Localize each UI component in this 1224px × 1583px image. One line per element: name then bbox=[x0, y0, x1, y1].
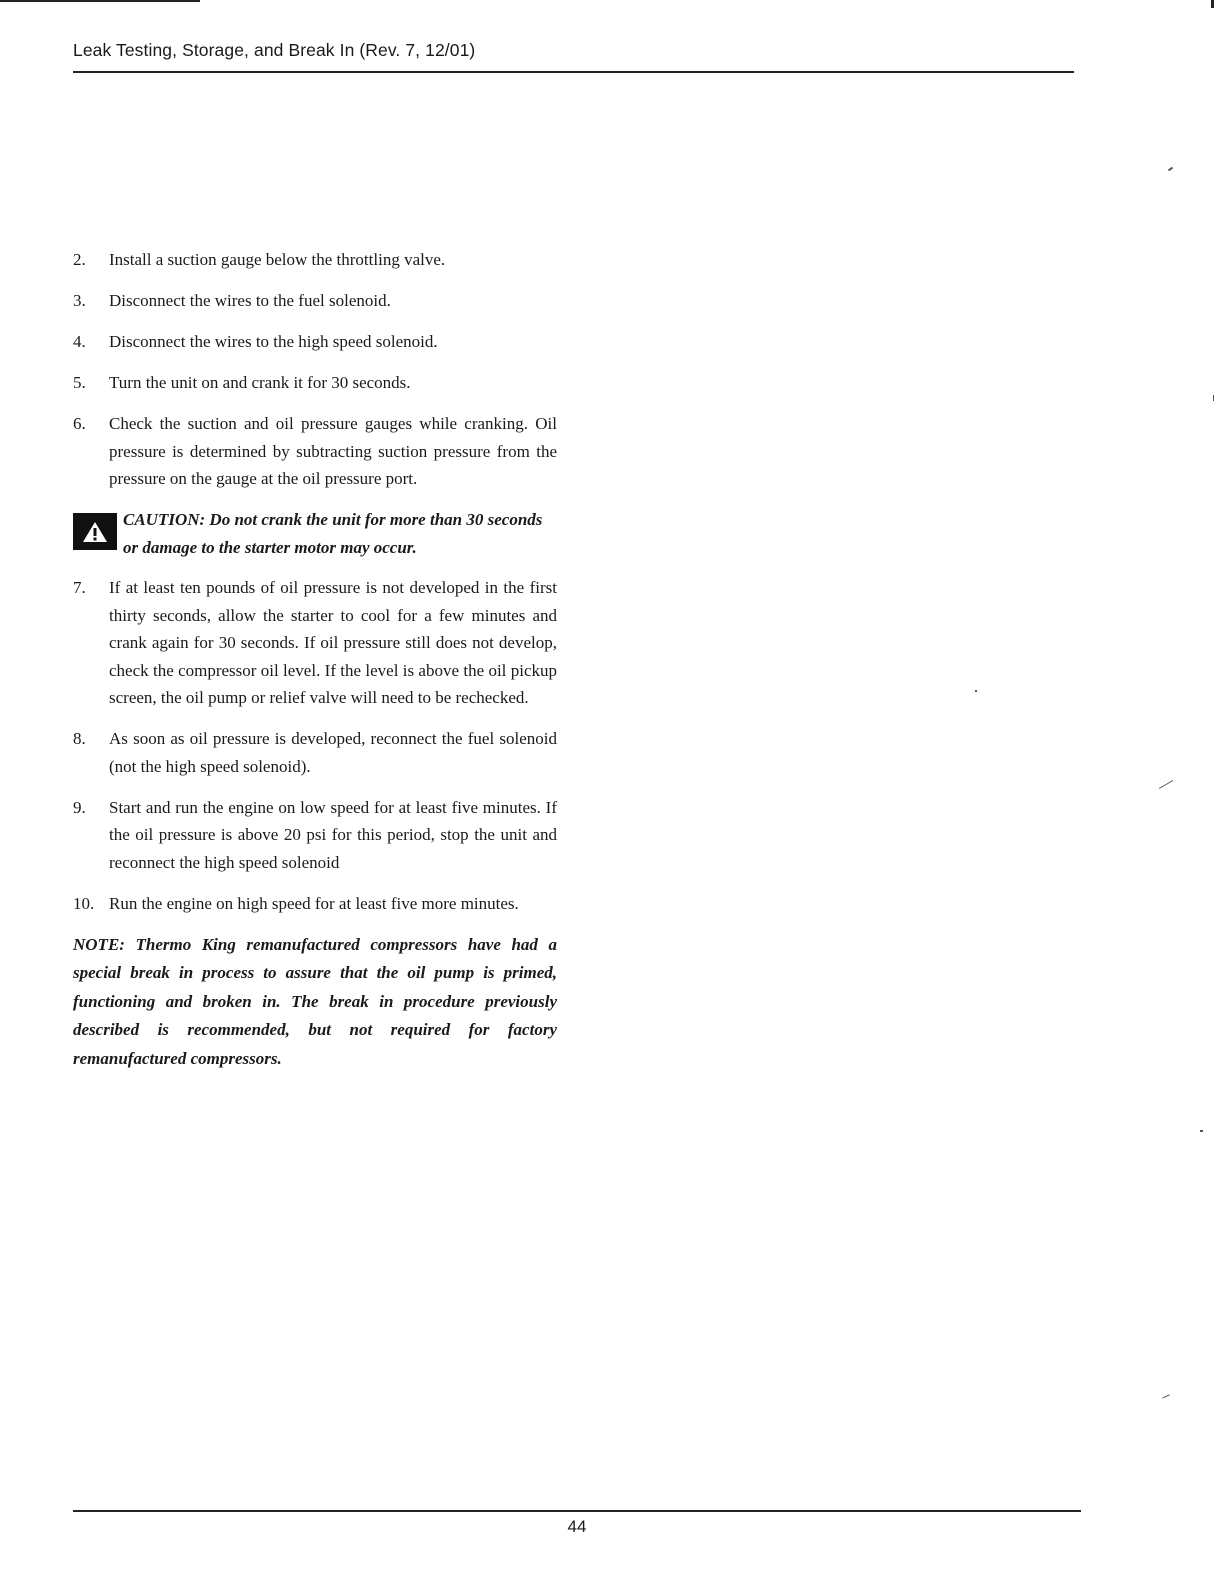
step-number: 8. bbox=[73, 729, 86, 748]
page-header-title: Leak Testing, Storage, and Break In (Rev. 7, 12/01) bbox=[73, 40, 476, 60]
step-3 bbox=[73, 287, 557, 315]
step-number: 7. bbox=[73, 578, 86, 597]
scan-edge-top bbox=[0, 0, 200, 2]
step-6 bbox=[73, 410, 557, 493]
step-9 bbox=[73, 794, 557, 877]
page-content bbox=[73, 246, 557, 1073]
step-text: Check the suction and oil pressure gauges while cranking. Oil pressure is determined by subtracting suction pressure from the pressure on the gauge at the oil pressure port. bbox=[109, 414, 557, 488]
step-8 bbox=[73, 725, 557, 780]
caution-text: CAUTION: Do not crank the unit for more than 30 seconds or damage to the starter motor may occur. bbox=[123, 510, 543, 557]
warning-triangle-icon bbox=[73, 513, 117, 550]
step-number: 10. bbox=[73, 893, 95, 913]
step-2 bbox=[73, 246, 557, 274]
step-number: 6. bbox=[73, 414, 86, 433]
step-text: Run the engine on high speed for at least five more minutes. bbox=[109, 893, 519, 913]
step-text: Start and run the engine on low speed for at least five minutes. If the oil pressure is above 20 psi for this period, stop the unit and reconnect the high speed solenoid bbox=[109, 797, 557, 872]
step-10 bbox=[73, 890, 557, 918]
step-text: If at least ten pounds of oil pressure is not developed in the first thirty seconds, allow the starter to cool for a few minutes and crank again for 30 seconds. If oil pressure still does not develop, check the compressor oil level. If the level is above the oil pickup screen, the oil pump or relief valve will need to be rechecked. bbox=[109, 578, 557, 707]
footer-rule bbox=[73, 1510, 1081, 1512]
step-7 bbox=[73, 574, 557, 712]
step-text: Turn the unit on and crank it for 30 seconds. bbox=[109, 373, 411, 392]
scan-speck bbox=[1159, 780, 1173, 789]
step-text: Disconnect the wires to the high speed solenoid. bbox=[109, 332, 438, 351]
scan-speck bbox=[1213, 395, 1214, 401]
scan-speck bbox=[1162, 1394, 1170, 1398]
step-4 bbox=[73, 328, 557, 356]
scan-edge-right bbox=[1211, 0, 1214, 8]
step-number: 9. bbox=[73, 797, 86, 817]
scan-speck bbox=[1168, 167, 1173, 172]
step-number: 3. bbox=[73, 291, 86, 310]
note-paragraph: NOTE: Thermo King remanufactured compressors have had a special break in process to assure that the oil pump is primed, functioning and broken in. The break in procedure previously described is recommended, but not required for factory remanufactured compressors. bbox=[73, 934, 557, 1068]
step-text: As soon as oil pressure is developed, reconnect the fuel solenoid (not the high speed solenoid). bbox=[109, 729, 557, 776]
step-text: Disconnect the wires to the fuel solenoid. bbox=[109, 291, 391, 310]
step-number: 5. bbox=[73, 373, 86, 392]
step-number: 2. bbox=[73, 250, 86, 269]
step-5 bbox=[73, 369, 557, 397]
caution-callout bbox=[73, 506, 557, 562]
page-number: 44 bbox=[567, 1517, 587, 1536]
step-number: 4. bbox=[73, 332, 86, 351]
scan-speck bbox=[1200, 1130, 1203, 1132]
scan-speck bbox=[975, 690, 977, 692]
step-text: Install a suction gauge below the throttling valve. bbox=[109, 250, 446, 269]
header-rule bbox=[73, 71, 1074, 73]
